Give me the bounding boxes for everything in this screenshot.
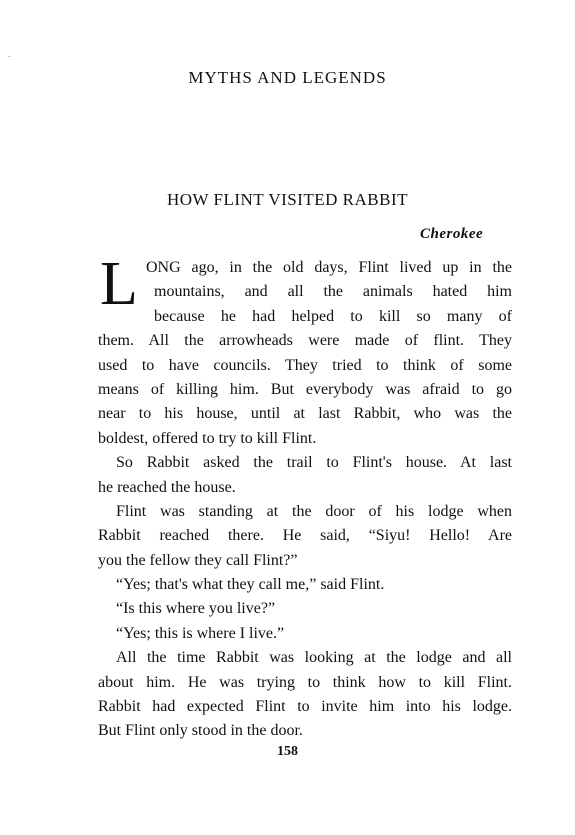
running-head: MYTHS AND LEGENDS [188,68,387,87]
page-number: 158 [277,744,298,759]
text-line: “Is this where you live?” [116,600,276,618]
chapter-title: HOW FLINT VISITED RABBIT [166,190,409,209]
text-line: ONG ago, in the old days, Flint lived up in the [146,259,512,276]
text-line: means of killing him. But everybody was afraid to go [98,380,512,398]
text-line: near to his house, until at last Rabbit, who was the [98,405,512,423]
text-line: Rabbit had expected Flint to invite him into his lodge. [98,698,512,716]
text-line: he reached the house. [98,478,236,496]
text-line: But Flint only stood in the door. [98,722,303,740]
drop-cap: L [100,250,138,318]
text-line: So Rabbit asked the trail to Flint's house. At last [116,454,512,472]
text-line: about him. He was trying to think how to kill Flint. [98,673,512,691]
text-line: boldest, offered to try to kill Flint. [98,429,317,447]
text-line: All the time Rabbit was looking at the lodge and all [116,649,512,667]
text-line: Flint was standing at the door of his lodge when [116,502,512,520]
scan-mark [8,56,11,57]
text-line: mountains, and all the animals hated him [154,283,512,301]
text-line: Rabbit reached there. He said, “Siyu! Hello! Are [98,527,512,545]
body-text [98,250,512,744]
text-line: used to have councils. They tried to think of some [98,356,512,374]
text-line: you the fellow they call Flint?” [98,551,298,569]
text-line: “Yes; this is where I live.” [116,624,285,642]
text-line: them. All the arrowheads were made of flint. They [98,332,512,350]
text-line: because he had helped to kill so many of [154,307,512,325]
text-line: “Yes; that's what they call me,” said Flint. [116,576,385,594]
attribution: Cherokee [420,226,484,242]
